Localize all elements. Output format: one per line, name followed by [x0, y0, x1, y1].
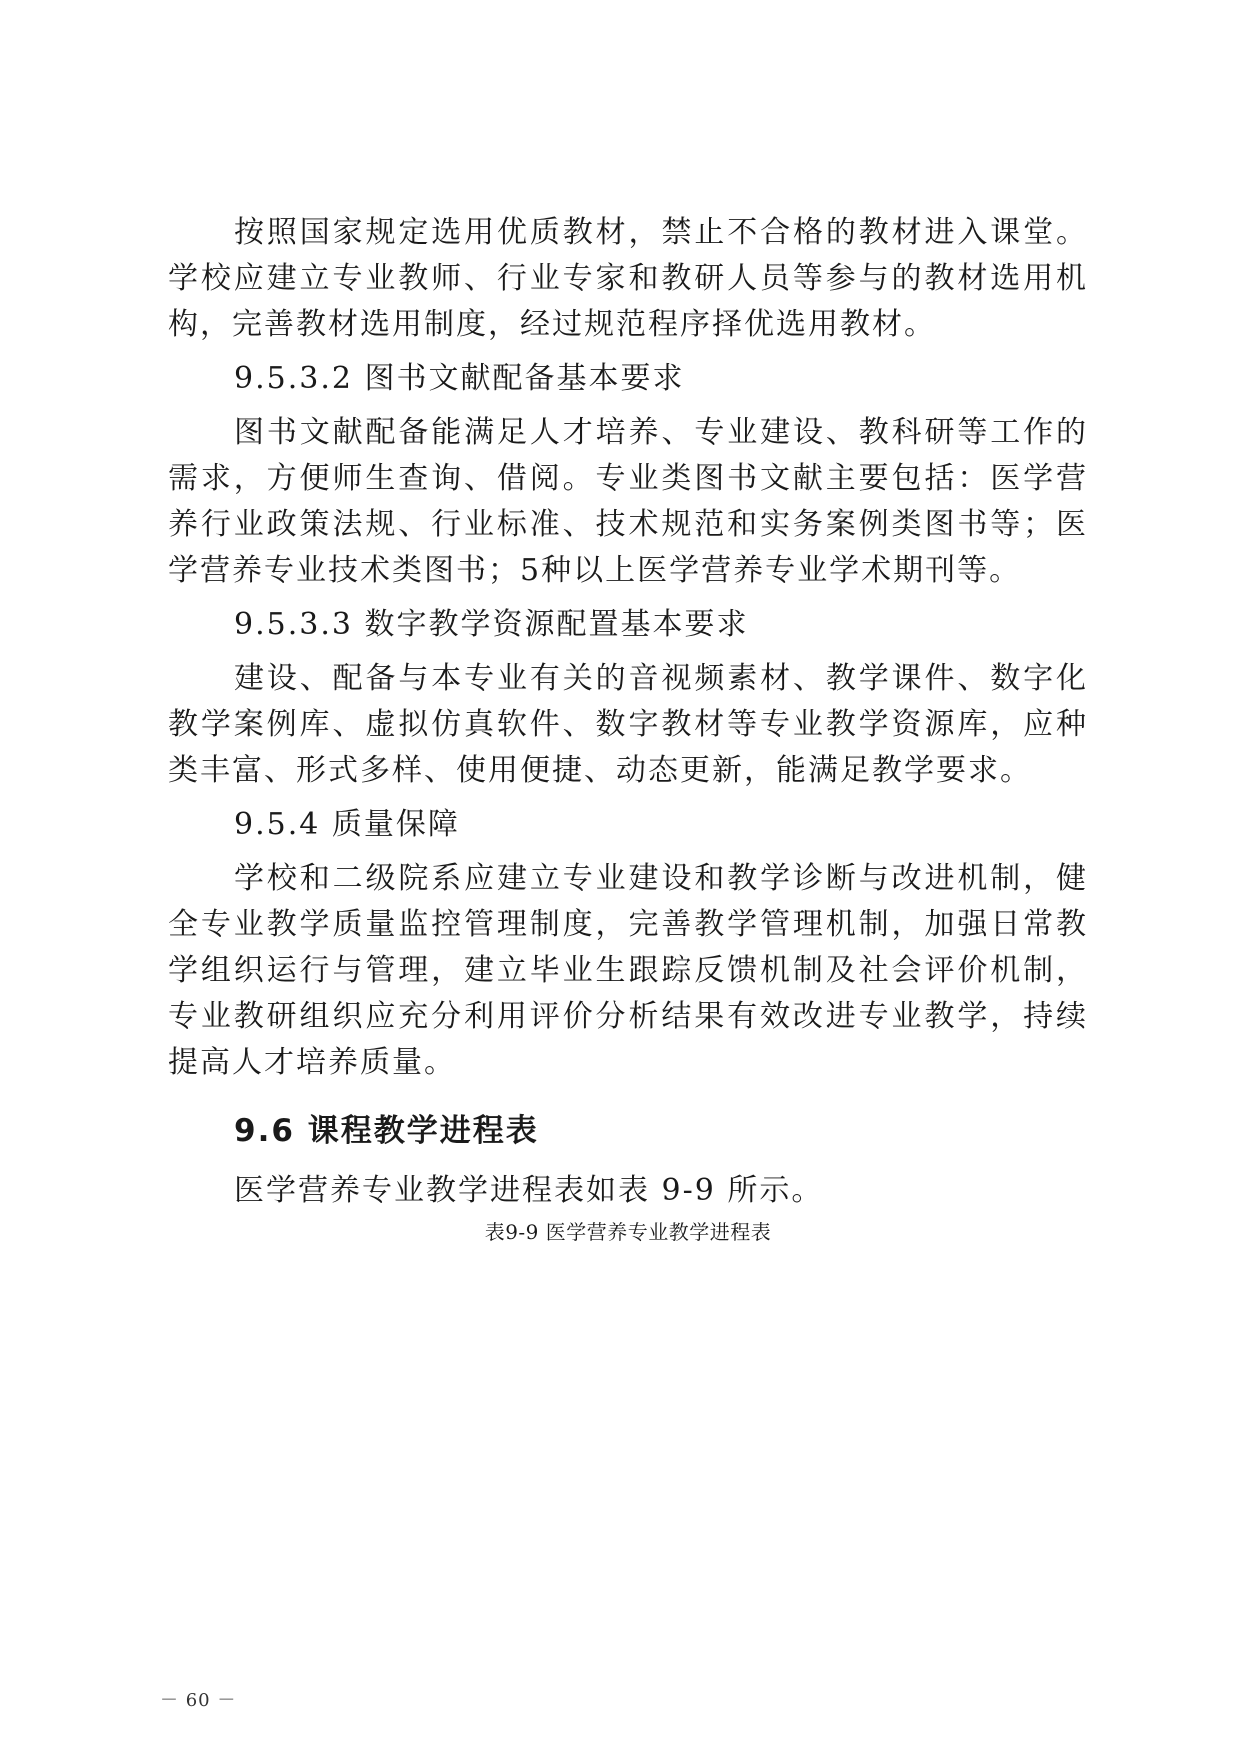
section-title-course-schedule: 9.6 课程教学进程表 — [234, 1113, 539, 1149]
document-body — [168, 210, 1088, 1246]
page-number: － 60 － — [160, 1690, 237, 1711]
table-caption: 表9-9 医学营养专业教学进程表 — [484, 1220, 772, 1244]
heading-quality-assurance: 9.5.4 质量保障 — [234, 807, 460, 842]
heading-library-resources: 9.5.3.2 图书文献配备基本要求 — [234, 361, 685, 396]
paragraph-digital-resources: 建设、配备与本专业有关的音视频素材、教学课件、数字化教学案例库、虚拟仿真软件、数字教材等专业教学资源库，应种类丰富、形式多样、使用便捷、动态更新，能满足教学要求。 — [168, 661, 1088, 788]
paragraph-textbook-selection: 按照国家规定选用优质教材，禁止不合格的教材进入课堂。学校应建立专业教师、行业专家和教研人员等参与的教材选用机构，完善教材选用制度，经过规范程序择优选用教材。 — [168, 215, 1088, 342]
heading-digital-resources: 9.5.3.3 数字教学资源配置基本要求 — [234, 607, 749, 642]
paragraph-schedule-intro: 医学营养专业教学进程表如表 9-9 所示。 — [234, 1173, 824, 1208]
paragraph-library-resources: 图书文献配备能满足人才培养、专业建设、教科研等工作的需求，方便师生查询、借阅。专业类图书文献主要包括：医学营养行业政策法规、行业标准、技术规范和实务案例类图书等；医学营养专业技术类图书；5种以上医学营养专业学术期刊等。 — [168, 415, 1088, 588]
paragraph-quality-assurance: 学校和二级院系应建立专业建设和教学诊断与改进机制，健全专业教学质量监控管理制度，完善教学管理机制，加强日常教学组织运行与管理，建立毕业生跟踪反馈机制及社会评价机制，专业教研组织应充分利用评价分析结果有效改进专业教学，持续提高人才培养质量。 — [168, 861, 1088, 1080]
